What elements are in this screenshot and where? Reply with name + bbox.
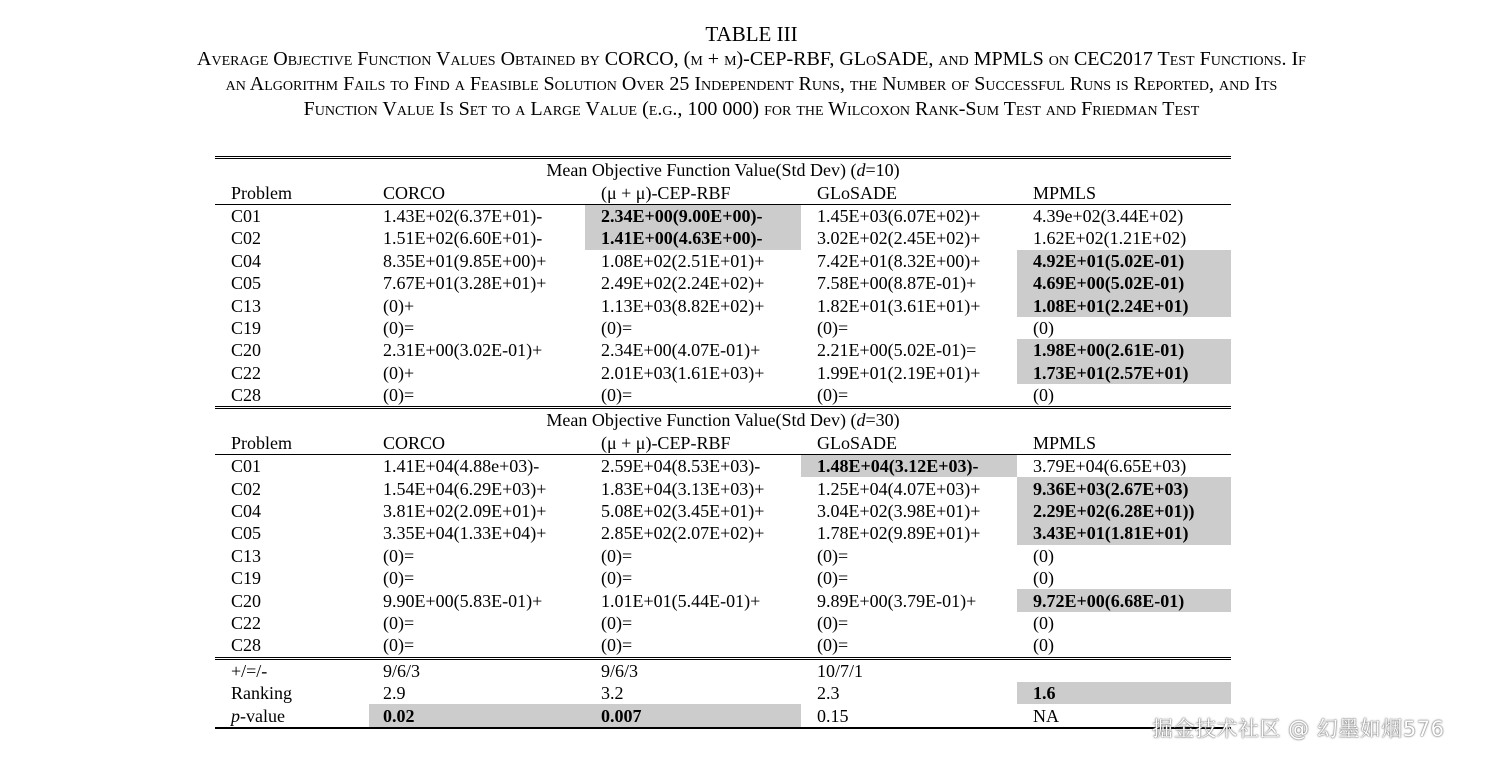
table-row [215, 589, 1231, 611]
problem-cell: C28 [215, 384, 369, 408]
column-header: MPMLS [1017, 432, 1231, 455]
problem-cell: C13 [231, 545, 262, 566]
summary-value: 2.9 [383, 683, 406, 704]
summary-value: 1.6 [1017, 682, 1231, 704]
value-cell: 1.41E+00(4.63E+00)- [585, 227, 801, 249]
table-row [215, 522, 1231, 544]
summary-row [215, 658, 1231, 682]
value-cell: (0) [1033, 317, 1054, 338]
value-cell: 1.45E+03(6.07E+02)+ [817, 205, 981, 226]
table-row [215, 272, 1231, 294]
table-row [215, 362, 1231, 384]
table-row [215, 455, 1231, 478]
column-header: CORCO [369, 181, 585, 204]
problem-cell: C02 [231, 228, 262, 249]
problem-cell: C20 [231, 590, 262, 611]
summary-row [215, 682, 1231, 704]
value-cell: (0)= [383, 568, 415, 589]
problem-cell: C19 [231, 317, 262, 338]
value-cell: (0)= [369, 384, 585, 408]
value-cell: (0) [1033, 613, 1054, 633]
value-cell: 5.08E+02(3.45E+01)+ [601, 501, 765, 522]
value-cell: (0)= [383, 613, 415, 633]
value-cell: 7.58E+00(8.87E-01)+ [817, 273, 977, 294]
summary-value: 0.007 [585, 704, 801, 727]
value-cell: (0)= [383, 317, 415, 338]
table-row [215, 317, 1231, 339]
value-cell: 2.01E+03(1.61E+03)+ [601, 362, 765, 383]
table-row [215, 634, 1231, 658]
summary-value: 3.2 [601, 683, 624, 704]
value-cell: 1.08E+02(2.51E+01)+ [601, 250, 765, 271]
value-cell: 2.34E+00(4.07E-01)+ [601, 340, 761, 361]
value-cell: 1.25E+04(4.07E+03)+ [817, 478, 981, 499]
table-caption [0, 22, 1503, 122]
value-cell: 8.35E+01(9.85E+00)+ [383, 250, 547, 271]
table-row [215, 500, 1231, 522]
summary-value [1017, 658, 1231, 682]
problem-cell: C05 [231, 523, 262, 544]
caption-line-2: an Algorithm Fails to Find a Feasible Solution Over 25 Independent Runs, the Number of Successful Runs is Reported, and Its [225, 73, 1278, 95]
value-cell: 1.83E+04(3.13E+03)+ [601, 478, 765, 499]
value-cell: 1.54E+04(6.29E+03)+ [383, 478, 547, 499]
column-header: MPMLS [1017, 181, 1231, 204]
problem-cell: C04 [231, 250, 262, 271]
value-cell: 7.42E+01(8.32E+00)+ [817, 250, 981, 271]
summary-value: 0.15 [801, 704, 1017, 727]
value-cell: (0) [1017, 384, 1231, 408]
summary-value: 9/6/3 [585, 658, 801, 682]
column-header: GLoSADE [801, 432, 1017, 455]
problem-cell: C22 [231, 613, 262, 633]
problem-cell: C05 [231, 273, 262, 294]
value-cell: 1.82E+01(3.61E+01)+ [817, 295, 981, 316]
table-row [215, 227, 1231, 249]
value-cell: (0)= [817, 317, 849, 338]
column-header: Problem [215, 181, 369, 204]
section-title-row [215, 408, 1231, 432]
value-cell: 4.69E+00(5.02E-01) [1017, 272, 1231, 294]
value-cell: 2.49E+02(2.24E+02)+ [601, 273, 765, 294]
value-cell: (0)= [585, 384, 801, 408]
value-cell: 3.81E+02(2.09E+01)+ [383, 501, 547, 522]
value-cell: (0) [1017, 634, 1231, 658]
value-cell: (0)= [801, 634, 1017, 658]
summary-value: NA [1017, 704, 1231, 727]
value-cell: 1.13E+03(8.82E+02)+ [601, 295, 765, 316]
value-cell: (0) [1033, 545, 1054, 566]
column-header: CORCO [369, 432, 585, 455]
value-cell: (0)= [601, 613, 633, 633]
value-cell: 1.43E+02(6.37E+01)- [383, 205, 543, 226]
watermark: 掘金技术社区 @ 幻墨如烟576 [1152, 717, 1445, 741]
table-label: TABLE III [705, 22, 798, 46]
value-cell: 3.02E+02(2.45E+02)+ [817, 228, 981, 249]
table-row [215, 250, 1231, 272]
problem-cell: C01 [231, 456, 262, 477]
value-cell: 2.31E+00(3.02E-01)+ [383, 340, 543, 361]
value-cell: (0)= [601, 545, 633, 566]
value-cell: 1.48E+04(3.12E+03)- [801, 455, 1017, 478]
results-table-container [215, 156, 1231, 729]
column-header: GLoSADE [801, 181, 1017, 204]
value-cell: 1.41E+04(4.88e+03)- [383, 456, 540, 477]
summary-label: +/=/- [215, 658, 369, 682]
value-cell: (0) [1033, 568, 1054, 589]
value-cell: 4.39e+02(3.44E+02) [1033, 205, 1184, 226]
results-table-body [215, 158, 1231, 728]
results-table [215, 156, 1231, 729]
table-row [215, 612, 1231, 634]
value-cell: 1.99E+01(2.19E+01)+ [817, 362, 981, 383]
value-cell: (0)= [801, 384, 1017, 408]
value-cell: 2.85E+02(2.07E+02)+ [601, 523, 765, 544]
table-row [215, 477, 1231, 499]
section-title-row [215, 158, 1231, 182]
problem-cell: C02 [231, 478, 262, 499]
column-header: Problem [215, 432, 369, 455]
table-row [215, 384, 1231, 408]
value-cell: 2.29E+02(6.28E+01)) [1017, 500, 1231, 522]
value-cell: (0)+ [383, 295, 415, 316]
table-row [215, 339, 1231, 361]
value-cell: (0)= [369, 634, 585, 658]
value-cell: 1.78E+02(9.89E+01)+ [817, 523, 981, 544]
summary-label: Ranking [231, 683, 292, 704]
value-cell: 7.67E+01(3.28E+01)+ [383, 273, 547, 294]
value-cell: 1.62E+02(1.21E+02) [1033, 228, 1187, 249]
column-header-row [215, 432, 1231, 455]
value-cell: 1.51E+02(6.60E+01)- [383, 228, 543, 249]
table-row [215, 294, 1231, 316]
caption-line-1: Average Objective Function Values Obtained by CORCO, (μ + μ)-CEP-RBF, GLoSADE, and MPMLS on CEC2017 Test Functions. If [197, 48, 1306, 70]
section-title: Mean Objective Function Value(Std Dev) (d=30) [546, 410, 900, 431]
value-cell: 3.04E+02(3.98E+01)+ [817, 501, 981, 522]
summary-row [215, 704, 1231, 727]
value-cell: 3.43E+01(1.81E+01) [1017, 522, 1231, 544]
column-header-row [215, 181, 1231, 204]
column-header: (μ + μ)-CEP-RBF [585, 432, 801, 455]
problem-cell: C20 [231, 340, 262, 361]
value-cell: (0)= [383, 545, 415, 566]
value-cell: 9.90E+00(5.83E-01)+ [383, 590, 543, 611]
problem-cell: C13 [231, 295, 262, 316]
section-title: Mean Objective Function Value(Std Dev) (d=10) [215, 158, 1231, 182]
value-cell: (0)= [817, 613, 849, 633]
problem-cell: C28 [215, 634, 369, 658]
value-cell: 9.89E+00(3.79E-01)+ [817, 590, 977, 611]
column-header: (μ + μ)-CEP-RBF [585, 181, 801, 204]
value-cell: 9.72E+00(6.68E-01) [1017, 589, 1231, 611]
value-cell: 1.73E+01(2.57E+01) [1017, 362, 1231, 384]
value-cell: (0)= [601, 317, 633, 338]
value-cell: 2.59E+04(8.53E+03)- [601, 456, 761, 477]
summary-value: 2.3 [817, 683, 840, 704]
table-row [215, 545, 1231, 567]
caption-line-3: Function Value Is Set to a Large Value (e.g., 100 000) for the Wilcoxon Rank-Sum Test and Friedman Test [303, 98, 1200, 120]
value-cell: (0)+ [383, 362, 415, 383]
problem-cell: C01 [231, 205, 262, 226]
value-cell: 9.36E+03(2.67E+03) [1017, 477, 1231, 499]
value-cell: (0)= [601, 568, 633, 589]
problem-cell: C19 [231, 568, 262, 589]
table-row [215, 204, 1231, 227]
value-cell: 4.92E+01(5.02E-01) [1017, 250, 1231, 272]
value-cell: 2.34E+00(9.00E+00)- [585, 204, 801, 227]
summary-value: 10/7/1 [801, 658, 1017, 682]
value-cell: (0)= [585, 634, 801, 658]
value-cell: 3.35E+04(1.33E+04)+ [383, 523, 547, 544]
value-cell: 2.21E+00(5.02E-01)= [817, 340, 977, 361]
value-cell: (0)= [817, 545, 849, 566]
problem-cell: C22 [231, 362, 262, 383]
summary-value: 9/6/3 [369, 658, 585, 682]
value-cell: (0)= [817, 568, 849, 589]
summary-label: p-value [215, 704, 369, 727]
value-cell: 3.79E+04(6.65E+03) [1033, 456, 1187, 477]
value-cell: 1.01E+01(5.44E-01)+ [601, 590, 761, 611]
problem-cell: C04 [231, 501, 262, 522]
table-row [215, 567, 1231, 589]
summary-value: 0.02 [369, 704, 585, 727]
value-cell: 1.98E+00(2.61E-01) [1017, 339, 1231, 361]
value-cell: 1.08E+01(2.24E+01) [1017, 294, 1231, 316]
